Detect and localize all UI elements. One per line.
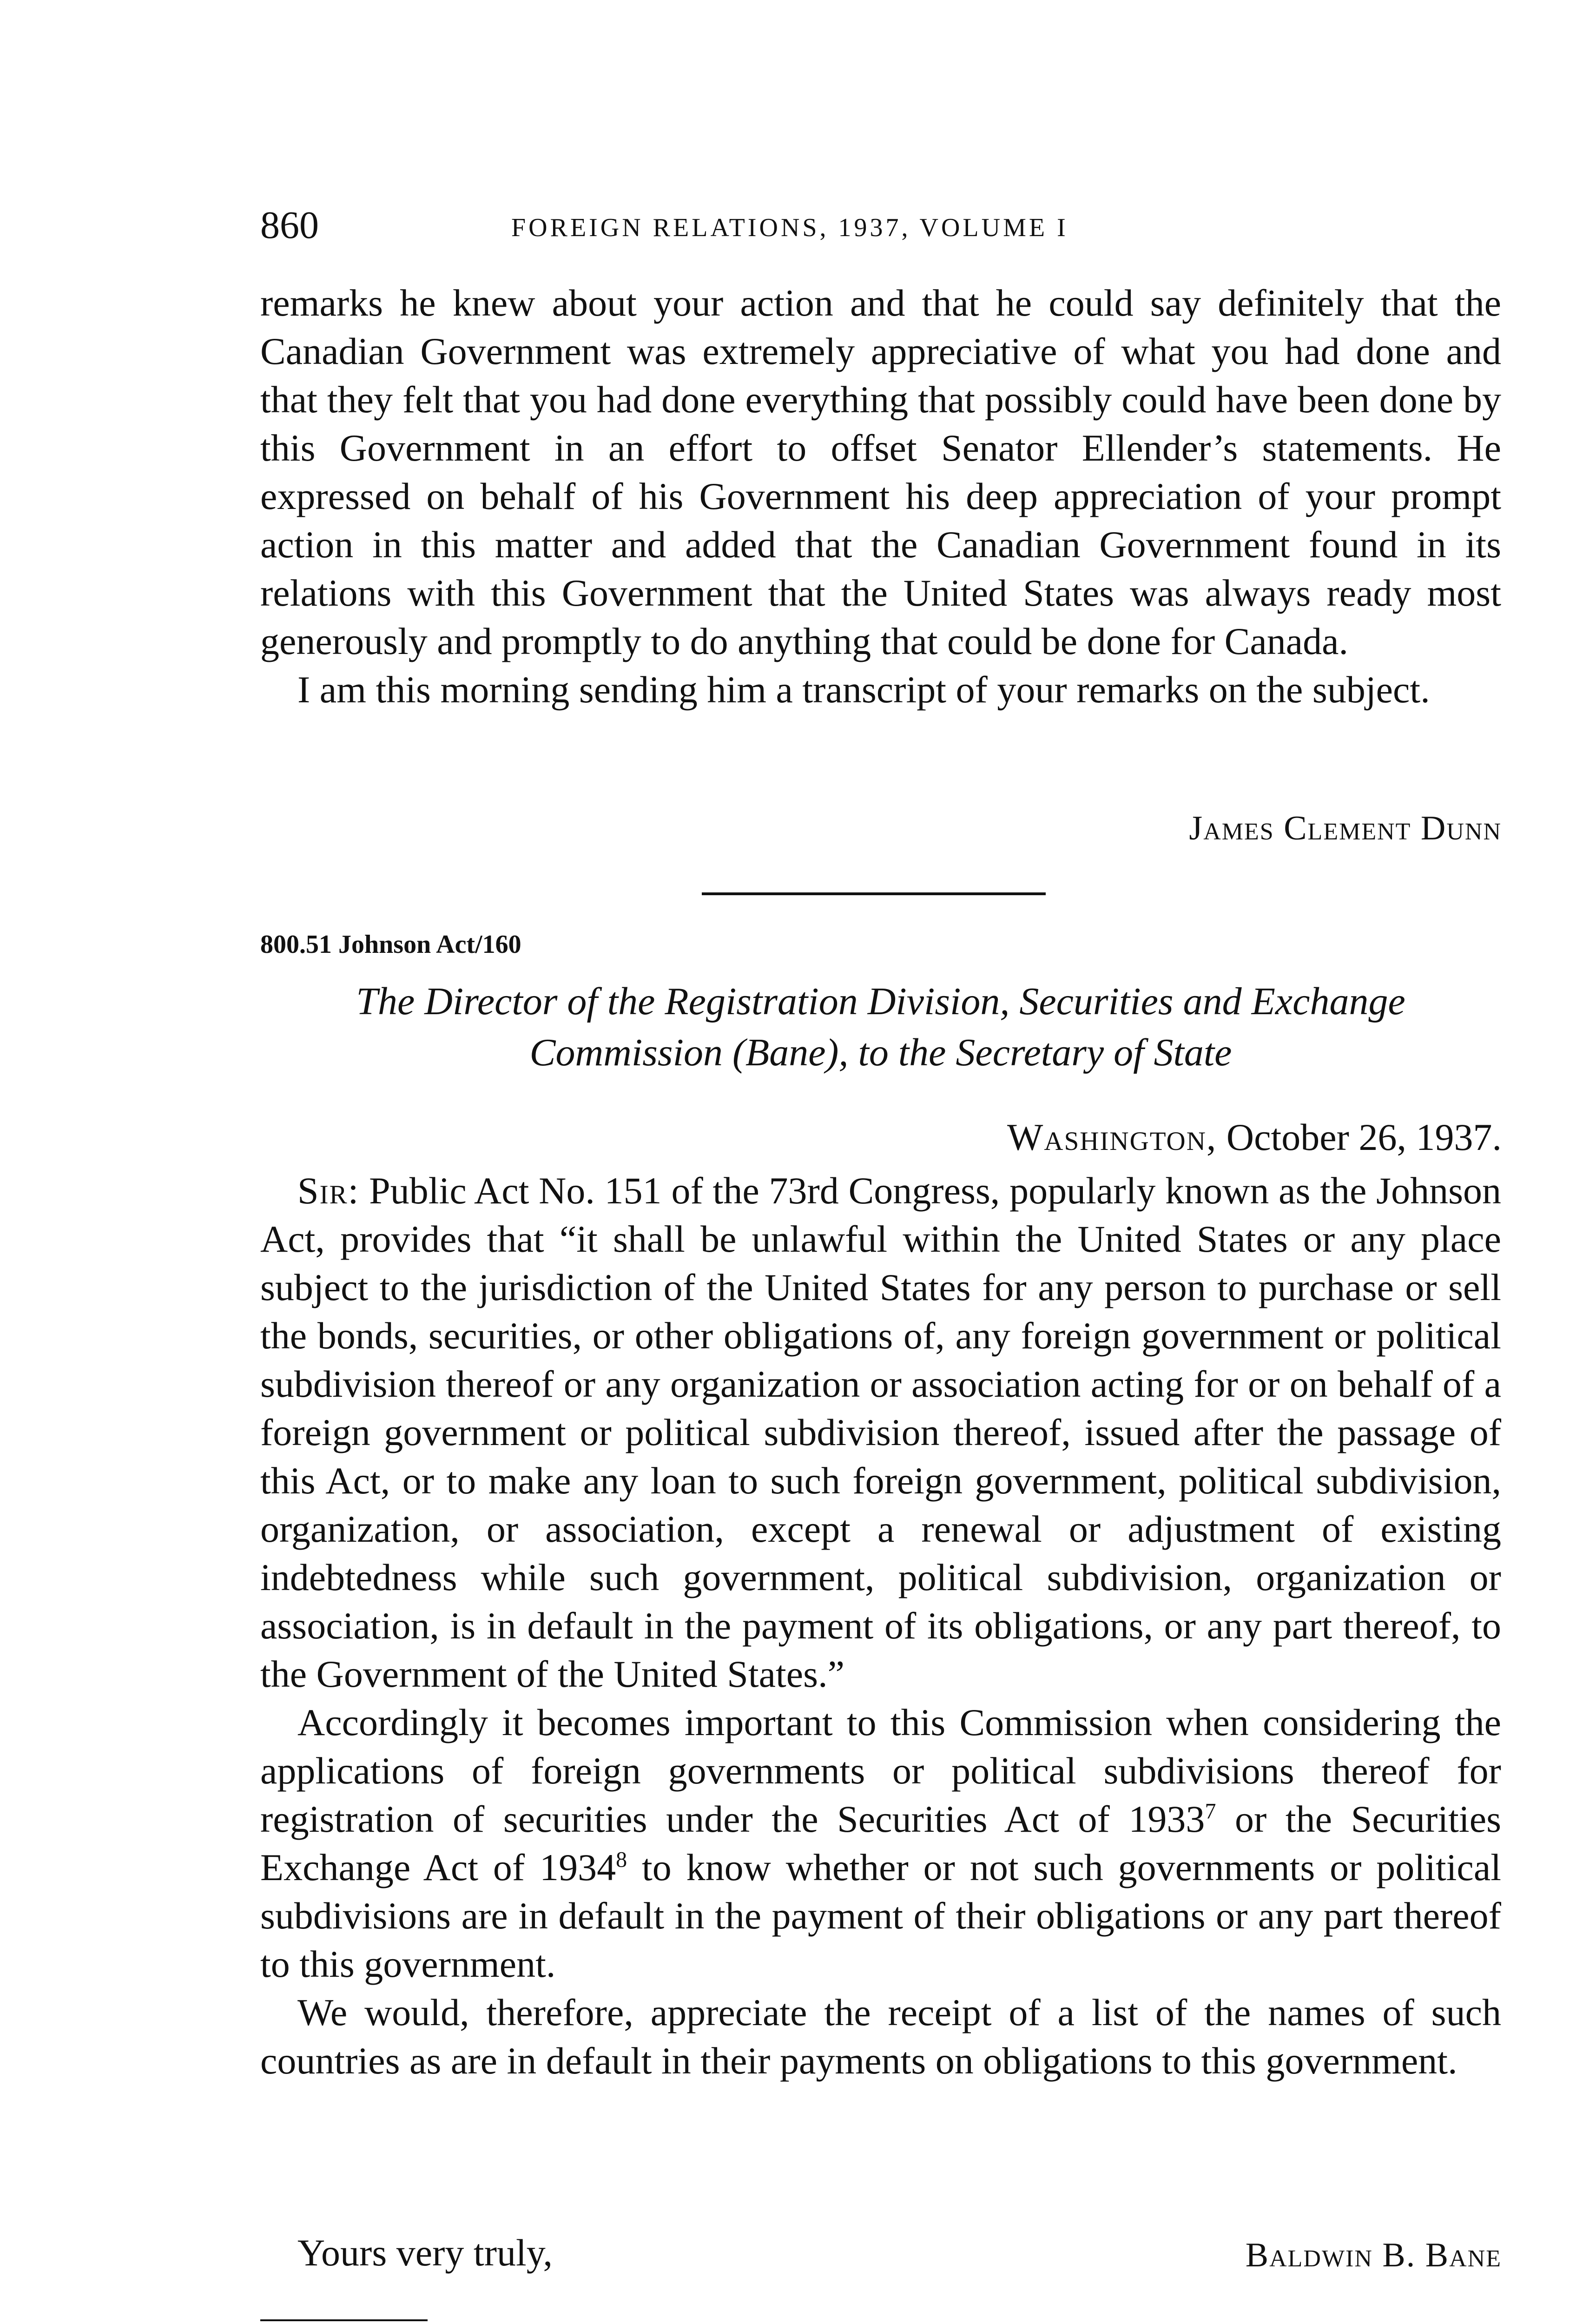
letter1-signature: James Clement Dunn [1189, 809, 1502, 847]
page-header [260, 200, 1506, 251]
letter2-signature: Baldwin B. Bane [1245, 2236, 1502, 2274]
dateline-date: October 26, 1937. [1226, 1116, 1502, 1158]
letter1-paragraph: remarks he knew about your action and that he could say definitely that the Canadian Government was extremely appreciative of what you had done and that they felt that you had done everything that possibly could have been done by this Government in an effort to offset Senator Ellender’s statements. He expressed on behalf of his Government his deep appreciation of your prompt action in this matter and added that the Canadian Government found in its relations with this Government that the United States was always ready most generously and promptly to do anything that could be done for Canada. [260, 282, 1501, 662]
page-number: 860 [260, 204, 319, 247]
paragraph-text: Public Act No. 151 of the 73rd Congress, popularly known as the Johnson Act, provides that “it shall be unlawful within the United States or any place subject to the jurisdiction of the United States for any person to purchase or sell the bonds, securities, or other obligations of, any foreign government or political subdivision thereof or any organization or association acting for or on behalf of a foreign government or political subdivision thereof, issued after the passage of this Act, or to make any loan to such foreign government, political subdivision, organization, or association, except a renewal or adjustment of existing indebtedness while such government, political subdivision, organization or association, is in default in the payment of its obligations, or any part thereof, to the Government of the United States.” [260, 1169, 1501, 1695]
complimentary-close: Yours very truly, [297, 2232, 553, 2274]
paragraph-text: or the Securities Exchange Act of 1934 [260, 1798, 1502, 1888]
salutation: Sir: [297, 1169, 360, 1212]
letter1-paragraph: I am this morning sending him a transcript of your remarks on the subject. [297, 668, 1430, 711]
letter1-body [260, 279, 1501, 714]
document-title: The Director of the Registration Division, Securities and Exchange Commission (Bane), to the Secretary of State [356, 980, 1405, 1074]
file-reference: 800.51 Johnson Act/160 [260, 930, 521, 959]
dateline [1007, 1116, 1502, 1159]
footnote-rule [260, 2319, 428, 2321]
paragraph-text: to know whether or not such governments or political subdivisions are in default in the payment of their obligations or any part thereof to this government. [260, 1846, 1502, 1985]
footnote-reference: 8 [616, 1847, 627, 1872]
footnote-reference: 7 [1205, 1799, 1216, 1824]
letter2-paragraph [260, 1698, 1501, 1988]
letter2-body [260, 1167, 1501, 2085]
letter2-paragraph [260, 1167, 1501, 1698]
section-divider [702, 892, 1046, 895]
dateline-place: Washington, [1007, 1116, 1217, 1158]
running-head: FOREIGN RELATIONS, 1937, VOLUME I [511, 213, 1068, 242]
paragraph-text: Accordingly it becomes important to this Commission when considering the applications of foreign governments or political subdivisions thereof for registration of securities under the Securities Act of 1933 [260, 1701, 1501, 1840]
letter2-paragraph: We would, therefore, appreciate the receipt of a list of the names of such countries as are in default in their payments on obligations to this government. [260, 1991, 1501, 2082]
